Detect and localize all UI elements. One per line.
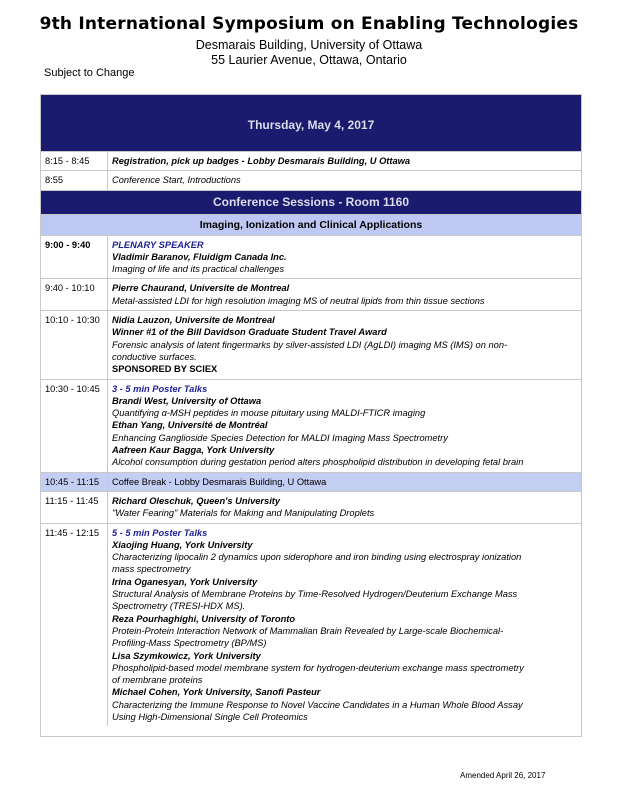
row-time: 10:10 - 10:30 xyxy=(41,311,108,378)
talk-title-line1: Forensic analysis of latent fingermarks by silver-assisted LDI (AgLDI) imaging MS (IMS) on non- xyxy=(112,339,508,350)
session-heading: Conference Sessions - Room 1160 xyxy=(41,190,581,214)
schedule-row-talk xyxy=(41,310,581,378)
talk-title-line1: Structural Analysis of Membrane Proteins by Time-Resolved Hydrogen/Deuterium Exchange Mass xyxy=(112,589,518,600)
row-text: Coffee Break - Lobby Desmarais Building, U Ottawa xyxy=(112,476,327,487)
talk-title-line2: Profiling-Mass Spectrometry (BP/MS) xyxy=(112,638,267,649)
speaker-name: Reza Pourhaghighi, University of Toronto xyxy=(112,613,296,624)
talk-title-line2: Spectrometry (TRESI-HDX MS). xyxy=(112,601,246,612)
schedule-row-plenary xyxy=(41,235,581,279)
venue-building: Desmarais Building, University of Ottawa xyxy=(195,38,423,52)
subject-to-change-note: Subject to Change xyxy=(44,67,135,79)
talk-title: "Water Fearing" Materials for Making and Manipulating Droplets xyxy=(112,508,375,519)
topic-heading: Imaging, Ionization and Clinical Applications xyxy=(41,214,581,235)
talk-title-line2: of membrane proteins xyxy=(112,675,203,686)
speaker-name: Lisa Szymkowicz, York University xyxy=(112,650,261,661)
row-time: 10:45 - 11:15 xyxy=(41,473,108,491)
schedule-row-talk xyxy=(41,491,581,523)
talk-title: Alcohol consumption during gestation period alters phospholipid distribution in developing fetal brain xyxy=(112,457,524,468)
symposium-title: 9th International Symposium on Enabling Technologies xyxy=(39,14,579,34)
row-text: Registration, pick up badges - Lobby Desmarais Building, U Ottawa xyxy=(112,156,411,166)
speaker-name: Vladimir Baranov, Fluidigm Canada Inc. xyxy=(112,251,287,262)
schedule-row-conference-start xyxy=(41,170,581,189)
poster-talks-label: 5 - 5 min Poster Talks xyxy=(112,527,208,538)
sponsor-note: SPONSORED BY SCIEX xyxy=(112,364,218,375)
talk-title: Enhancing Ganglioside Species Detection for MALDI Imaging Mass Spectrometry xyxy=(112,432,448,443)
talk-title-line2: conductive surfaces. xyxy=(112,351,197,362)
schedule-table xyxy=(40,94,582,737)
row-time: 11:15 - 11:45 xyxy=(41,492,108,523)
schedule-row-poster-talks xyxy=(41,379,581,472)
amended-date: Amended April 26, 2017 xyxy=(460,771,546,780)
speaker-name: Pierre Chaurand, Universite de Montreal xyxy=(112,283,290,294)
row-time: 10:30 - 10:45 xyxy=(41,380,108,472)
speaker-name: Irina Oganesyan, York University xyxy=(112,576,258,587)
talk-title-line1: Characterizing lipocalin 2 dynamics upon siderophore and iron binding using electrospray ionization xyxy=(112,552,522,563)
row-time: 9:40 - 10:10 xyxy=(41,279,108,310)
row-time: 8:15 - 8:45 xyxy=(41,152,108,170)
row-text: Conference Start, Introductions xyxy=(112,175,241,186)
schedule-row-registration xyxy=(41,151,581,170)
speaker-name: Nidia Lauzon, Universite de Montreal xyxy=(112,315,275,326)
row-time: 9:00 - 9:40 xyxy=(41,236,108,279)
speaker-name: Richard Oleschuk, Queen's University xyxy=(112,495,281,506)
speaker-name: Aafreen Kaur Bagga, York University xyxy=(112,445,275,456)
talk-title-line2: Using High-Dimensional Single Cell Proteomics xyxy=(112,711,308,722)
talk-title: Quantifying α-MSH peptides in mouse pituitary using MALDI-FTICR imaging xyxy=(112,408,426,419)
award-note: Winner #1 of the Bill Davidson Graduate Student Travel Award xyxy=(112,327,387,338)
poster-talks-label: 3 - 5 min Poster Talks xyxy=(112,383,208,394)
speaker-name: Xiaojing Huang, York University xyxy=(112,539,253,550)
talk-title-line1: Characterizing the Immune Response to Novel Vaccine Candidates in a Human Whole Blood Assay xyxy=(112,699,523,710)
venue-address: 55 Laurier Avenue, Ottawa, Ontario xyxy=(211,53,407,67)
talk-title-line1: Phospholipid-based model membrane system for hydrogen-deuterium exchange mass spectrometry xyxy=(112,662,524,673)
speaker-name: Ethan Yang, Université de Montréal xyxy=(112,420,268,431)
day-heading: Thursday, May 4, 2017 xyxy=(41,95,581,151)
row-time: 11:45 - 12:15 xyxy=(41,524,108,727)
talk-title-line2: mass spectrometry xyxy=(112,564,191,575)
schedule-row-talk xyxy=(41,278,581,310)
schedule-row-poster-talks xyxy=(41,523,581,737)
talk-title: Metal-assisted LDI for high resolution imaging MS of neutral lipids from thin tissue sections xyxy=(112,295,485,306)
talk-title-line1: Protein-Protein Interaction Network of Mammalian Brain Revealed by Large-scale Biochemical- xyxy=(112,625,504,636)
speaker-name: Michael Cohen, York University, Sanofi Pasteur xyxy=(112,687,321,698)
speaker-name: Brandi West, University of Ottawa xyxy=(112,395,262,406)
schedule-row-coffee-break xyxy=(41,472,581,491)
plenary-label: PLENARY SPEAKER xyxy=(112,239,204,250)
row-time: 8:55 xyxy=(41,171,108,189)
talk-title: Imaging of life and its practical challenges xyxy=(112,264,285,275)
